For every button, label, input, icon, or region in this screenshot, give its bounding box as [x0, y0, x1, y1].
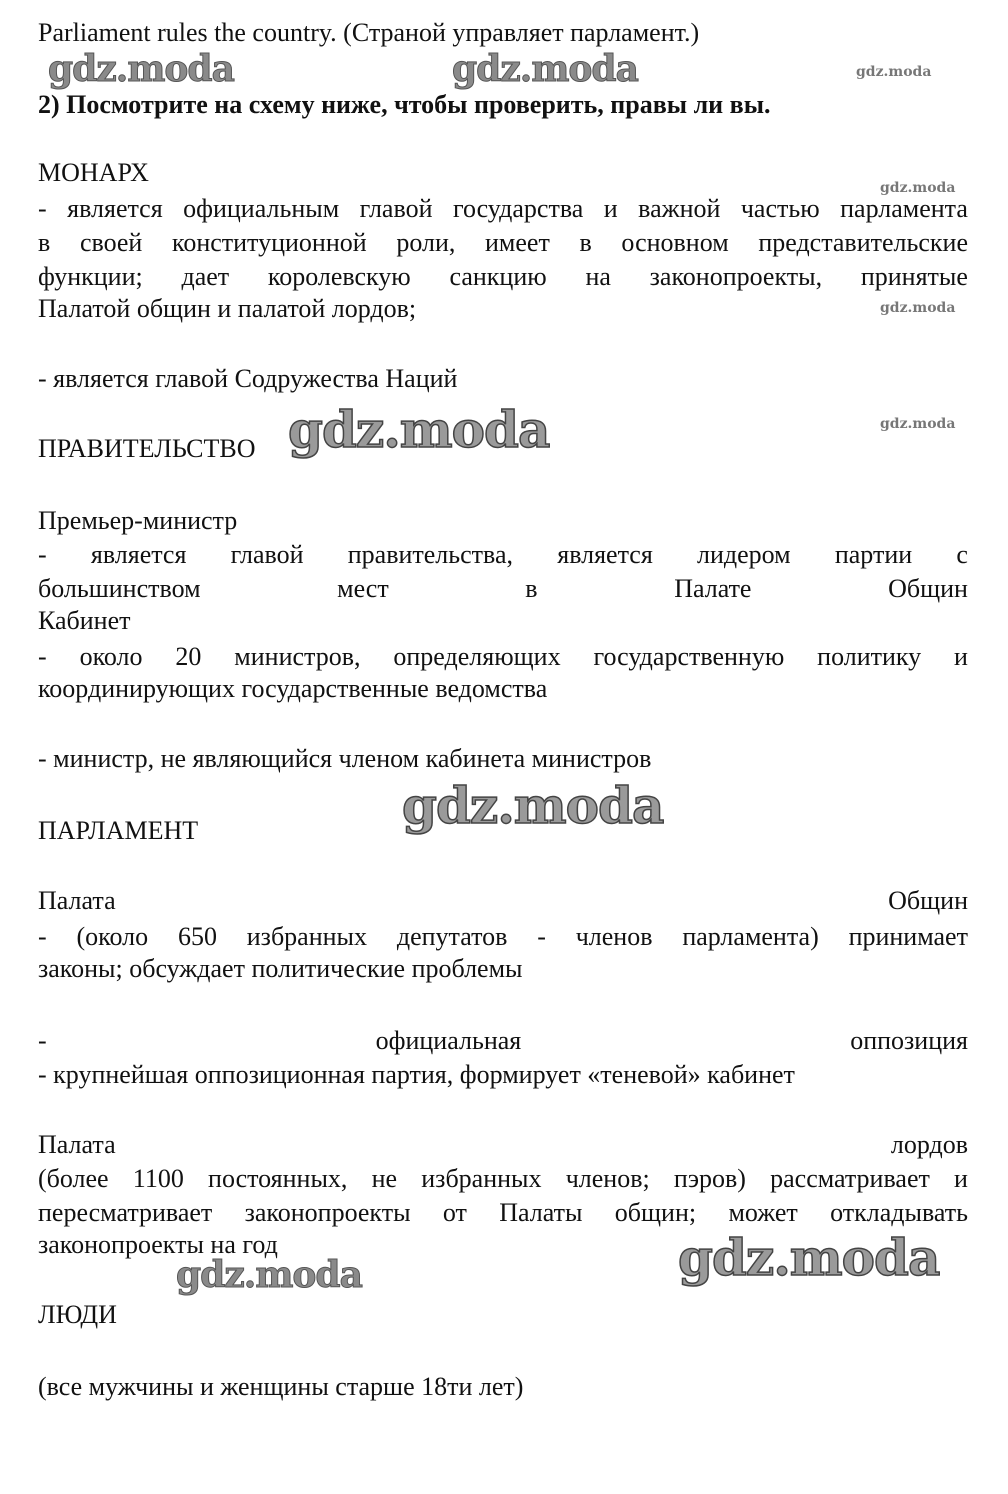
monarch-line-2	[38, 226, 968, 260]
word: постоянных,	[208, 1164, 348, 1193]
word: в	[38, 228, 51, 257]
watermark-logo: gdz.moda	[402, 776, 664, 835]
commons-line-2: законы; обсуждает политические проблемы	[38, 954, 523, 983]
word: Палата	[38, 1130, 116, 1159]
monarch-line-3	[38, 260, 968, 294]
word: важной	[638, 194, 721, 223]
word: на	[585, 262, 611, 291]
word: избранных	[421, 1164, 542, 1193]
lords-line-1	[38, 1162, 968, 1196]
word: является	[90, 540, 187, 569]
word: является	[67, 194, 163, 223]
word: -	[38, 922, 47, 951]
word: депутатов	[396, 922, 508, 951]
word: (около	[76, 922, 149, 951]
watermark-logo: gdz.moda	[856, 64, 932, 80]
word: большинством	[38, 574, 201, 603]
word: дает	[181, 262, 230, 291]
word: официальная	[375, 1026, 522, 1055]
watermark-logo: gdz.moda	[176, 1254, 362, 1296]
monarch-line-1	[38, 192, 968, 226]
monarch-heading: МОНАРХ	[38, 158, 149, 187]
word: и	[954, 642, 968, 671]
word: -	[38, 194, 47, 223]
watermark-logo: gdz.moda	[48, 48, 234, 90]
word: конституционной	[172, 228, 367, 257]
watermark-logo: gdz.moda	[880, 180, 956, 196]
word: принятые	[860, 262, 968, 291]
word: Палаты	[499, 1198, 583, 1227]
word: избранных	[246, 922, 368, 951]
lords-heading	[38, 1128, 968, 1162]
cabinet-heading: Кабинет	[38, 606, 131, 635]
word: (более	[38, 1164, 109, 1193]
word: с	[956, 540, 968, 569]
word: рассматривает	[770, 1164, 930, 1193]
word: министров,	[234, 642, 361, 671]
pm-line-1	[38, 538, 968, 572]
word: и	[603, 194, 618, 223]
word: частью	[740, 194, 820, 223]
word: в	[579, 228, 592, 257]
word: и	[954, 1164, 968, 1193]
word: главой	[230, 540, 304, 569]
word: не	[371, 1164, 398, 1193]
watermark-logo: gdz.moda	[452, 48, 638, 90]
word: является	[557, 540, 653, 569]
word: в	[525, 574, 538, 603]
word: основном	[621, 228, 729, 257]
word: -	[38, 642, 47, 671]
word: лидером	[697, 540, 791, 569]
word: членов;	[565, 1164, 650, 1193]
word: пересматривает	[38, 1198, 213, 1227]
word: имеет	[485, 228, 550, 257]
word: правительства,	[347, 540, 514, 569]
word: оппозиция	[850, 1026, 968, 1055]
pm-heading: Премьер-министр	[38, 506, 238, 535]
word: -	[537, 922, 546, 951]
opposition-line: - крупнейшая оппозиционная партия, формирует «теневой» кабинет	[38, 1060, 795, 1089]
word: принимает	[848, 922, 968, 951]
parliament-heading: ПАРЛАМЕНТ	[38, 816, 199, 845]
word: 650	[177, 922, 217, 951]
intro-line: Parliament rules the country. (Страной управляет парламент.)	[38, 18, 700, 47]
word: членов	[575, 922, 653, 951]
lords-line-2	[38, 1196, 968, 1230]
word: законопроекты,	[649, 262, 823, 291]
word: санкцию	[449, 262, 547, 291]
word: функции;	[38, 262, 143, 291]
word: главой	[359, 194, 433, 223]
word: королевскую	[267, 262, 411, 291]
word: Палата	[38, 886, 116, 915]
word: представительские	[758, 228, 968, 257]
cabinet-line-2: координирующих государственные ведомства	[38, 674, 548, 703]
word: -	[38, 540, 47, 569]
people-heading: ЛЮДИ	[38, 1300, 117, 1329]
word: парламента)	[682, 922, 819, 951]
word: может	[728, 1198, 798, 1227]
watermark-logo: gdz.moda	[880, 416, 956, 432]
watermark-logo: gdz.moda	[288, 400, 550, 459]
word: парламента	[840, 194, 968, 223]
commons-line-1	[38, 920, 968, 954]
word: общин;	[614, 1198, 697, 1227]
opposition-heading	[38, 1024, 968, 1058]
word: своей	[79, 228, 143, 257]
watermark-logo: gdz.moda	[678, 1228, 940, 1287]
word: мест	[337, 574, 389, 603]
word: откладывать	[830, 1198, 968, 1227]
word: от	[442, 1198, 467, 1227]
word: партии	[834, 540, 913, 569]
task-heading: 2) Посмотрите на схему ниже, чтобы проверить, правы ли вы.	[38, 90, 771, 119]
commons-heading	[38, 884, 968, 918]
word: роли,	[396, 228, 456, 257]
minister-line: - министр, не являющийся членом кабинета министров	[38, 744, 652, 773]
lords-line-3: законопроекты на год	[38, 1230, 278, 1259]
watermark-logo: gdz.moda	[880, 300, 956, 316]
word: официальным	[183, 194, 340, 223]
word: определяющих	[393, 642, 561, 671]
cabinet-line-1	[38, 640, 968, 674]
word: лордов	[890, 1130, 968, 1159]
government-heading: ПРАВИТЕЛЬСТВО	[38, 434, 256, 463]
people-line: (все мужчины и женщины старше 18ти лет)	[38, 1372, 524, 1401]
word: Палате	[674, 574, 752, 603]
word: пэров)	[673, 1164, 746, 1193]
word: государственную	[593, 642, 785, 671]
pm-line-2	[38, 572, 968, 606]
word: Общин	[888, 574, 968, 603]
word: 1100	[132, 1164, 184, 1193]
monarch-line-4: Палатой общин и палатой лордов;	[38, 294, 417, 323]
word: государства	[452, 194, 584, 223]
word: политику	[817, 642, 922, 671]
word: Общин	[888, 886, 968, 915]
word: около	[79, 642, 143, 671]
word: -	[38, 1026, 47, 1055]
word: 20	[175, 642, 202, 671]
word: законопроекты	[244, 1198, 411, 1227]
monarch-commonwealth: - является главой Содружества Наций	[38, 364, 458, 393]
